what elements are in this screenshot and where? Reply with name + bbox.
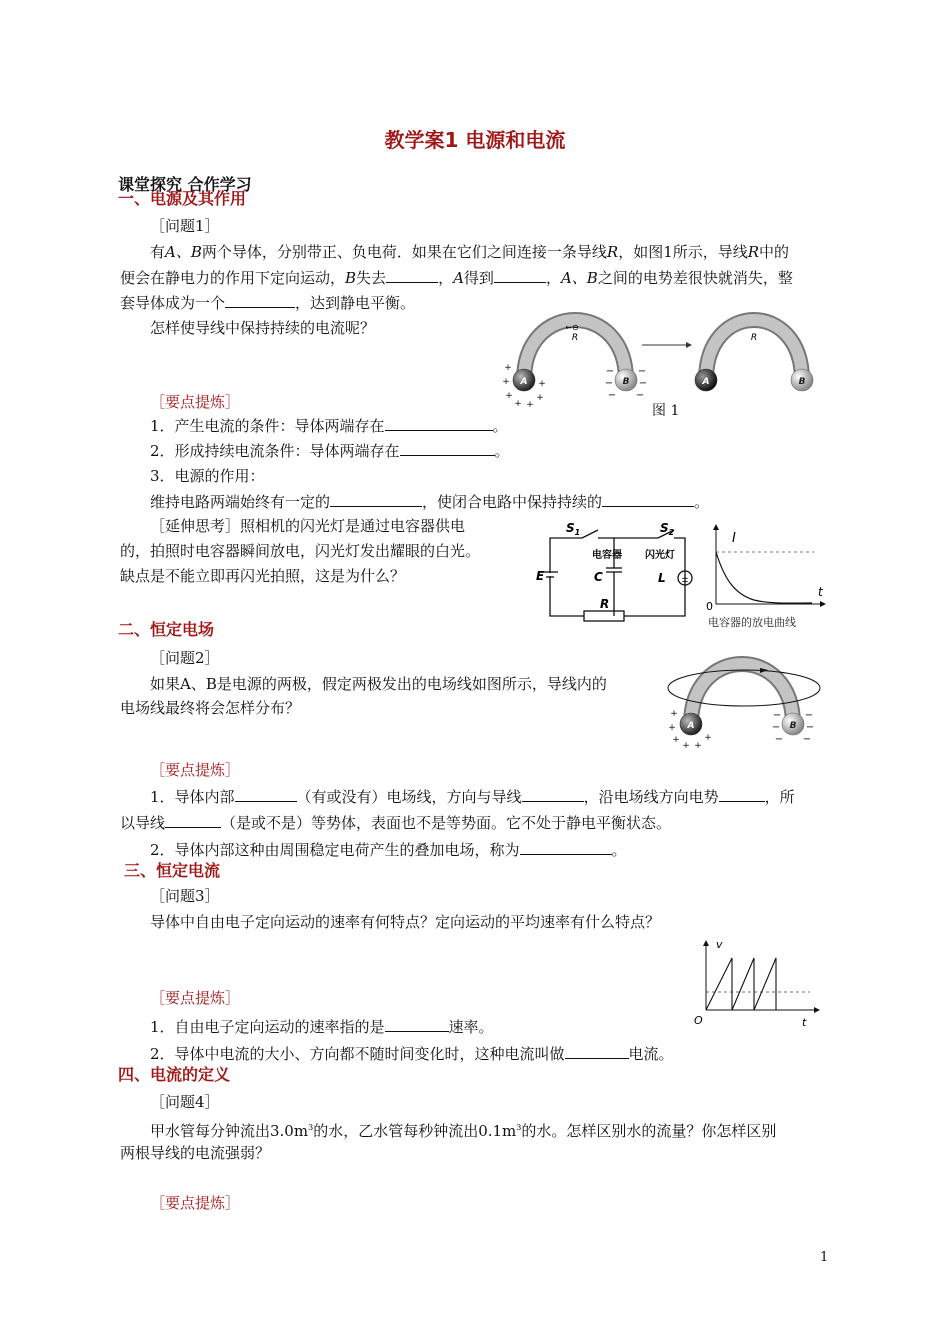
s3-key-1: 1．自由电子定向运动的速率指的是 速率。 [150, 1018, 494, 1036]
key-points-label-2: ［要点提炼］ [150, 761, 241, 779]
svg-text:A: A [687, 721, 695, 731]
extension-think-2: 的，拍照时电容器瞬间放电，闪光灯发出耀眼的白光。 [120, 542, 481, 560]
blank [400, 441, 495, 456]
figure-1-conductors [500, 312, 830, 412]
s2-key-1: 1．导体内部 （有或没有）电场线，方向与导线 ，沿电场线方向电势 ，所 [150, 788, 795, 806]
extension-think-1: ［延伸思考］照相机的闪光灯是通过电容器供电 [150, 517, 466, 535]
svg-text:C: C [594, 570, 603, 584]
figure-1-caption: 图 1 [652, 403, 680, 419]
s1-key-2: 2．形成持续电流条件：导体两端存在 。 [150, 442, 510, 460]
svg-text:←⊖: ←⊖ [565, 323, 579, 332]
section-1-heading: 一、电源及其作用 [118, 189, 247, 208]
svg-text:B: B [622, 377, 630, 387]
svg-text:±: ± [681, 575, 689, 585]
svg-text:−: − [774, 734, 784, 745]
key-points-label-4: ［要点提炼］ [150, 1194, 241, 1212]
s1-key-1: 1．产生电流的条件：导体两端存在 。 [150, 417, 508, 435]
s2-paragraph-line-1: 如果A、B是电源的两极，假定两极发出的电场线如图所示，导线内的 [150, 675, 607, 693]
svg-text:+: + [505, 391, 513, 401]
key-points-label-1: ［要点提炼］ [150, 393, 241, 411]
s1-question-text: 怎样使导线中保持持续的电流呢？ [150, 319, 376, 337]
blank [385, 416, 493, 431]
s4-paragraph-line-2: 两根导线的电流强弱？ [120, 1144, 271, 1162]
svg-text:S2: $S_2$ [660, 521, 675, 537]
section-3-heading: 三、恒定电流 [124, 861, 221, 880]
key-points-label-3: ［要点提炼］ [150, 989, 241, 1007]
svg-text:闪光灯: 闪光灯 [645, 550, 675, 561]
svg-text:−: − [805, 722, 815, 733]
blank [385, 1017, 449, 1032]
svg-text:−: − [605, 366, 615, 377]
s1-key-3: 3．电源的作用： [150, 467, 265, 485]
svg-text:+: + [704, 733, 712, 743]
s2-key-2: 以导线 （是或不是）等势体，表面也不是等势面。它不处于静电平衡状态。 [120, 814, 672, 832]
svg-text:电容器的放电曲线: 电容器的放电曲线 [708, 616, 796, 629]
blank [225, 293, 295, 308]
svg-text:R: R [571, 333, 579, 343]
blank [522, 787, 584, 802]
section-4-heading: 四、电流的定义 [118, 1065, 231, 1084]
svg-text:+: + [526, 400, 534, 410]
svg-text:S1: $S_1$ [566, 521, 581, 537]
s4-paragraph-line-1: 甲水管每分钟流出$3.0m^3$的水，乙水管每秒钟流出$0.1m^3$的水。怎样区别水的流量？你怎样区别 [150, 1122, 777, 1140]
svg-text:−: − [637, 366, 647, 377]
page-number: 1 [820, 1250, 829, 1265]
svg-text:E: E [536, 569, 545, 583]
question-4-label: ［问题4］ [150, 1093, 220, 1111]
extension-think-3: 缺点是不能立即再闪光拍照，这是为什么？ [120, 567, 406, 585]
svg-text:A: A [520, 377, 528, 387]
svg-text:+: + [694, 741, 702, 750]
discharge-curve-graph [702, 522, 832, 632]
svg-text:t: t [802, 1016, 807, 1029]
question-3-label: ［问题3］ [150, 887, 220, 905]
svg-text:+: + [670, 709, 678, 719]
svg-text:+: + [682, 741, 690, 750]
blank [520, 840, 612, 855]
svg-text:−: − [771, 722, 781, 733]
svg-text:−: − [638, 378, 648, 389]
svg-text:+: + [504, 363, 512, 373]
svg-text:+: + [536, 393, 544, 403]
s1-paragraph-line-1: 有A、B两个导体，分别带正、负电荷．如果在它们之间连接一条导线R，如图1所示，导线R中的 [150, 243, 790, 261]
blank [386, 268, 438, 283]
svg-text:−: − [804, 710, 814, 721]
blank [165, 813, 221, 828]
svg-text:+: + [668, 723, 676, 733]
section-2-heading: 二、恒定电场 [118, 620, 215, 639]
s3-question-text: 导体中自由电子定向运动的速率有何特点？定向运动的平均速率有什么特点？ [150, 913, 661, 931]
svg-text:+: + [538, 379, 546, 389]
svg-text:0: 0 [706, 600, 713, 613]
question-1-label: ［问题1］ [150, 217, 220, 235]
blank [565, 1044, 629, 1059]
svg-text:−: − [607, 390, 617, 401]
blank [602, 492, 694, 507]
svg-text:I: I [732, 531, 736, 546]
s1-key-4: 维持电路两端始终有一定的 ，使闭合电路中保持持续的 。 [150, 493, 710, 511]
svg-text:B: B [798, 377, 806, 387]
page-title: 教学案1 电源和电流 [384, 128, 566, 152]
svg-text:+: + [514, 399, 522, 409]
svg-text:B: B [789, 721, 797, 731]
s3-key-2: 2．导体中电流的大小、方向都不随时间变化时，这种电流叫做 电流。 [150, 1045, 674, 1063]
electric-field-figure [664, 652, 834, 750]
svg-text:L: L [658, 571, 666, 585]
svg-text:R: R [600, 597, 610, 611]
svg-text:−: − [635, 390, 645, 401]
s2-key-3: 2．导体内部这种由周围稳定电荷产生的叠加电场，称为 。 [150, 841, 627, 859]
svg-text:−: − [772, 710, 782, 721]
svg-text:+: + [672, 735, 680, 745]
svg-text:−: − [604, 378, 614, 389]
svg-text:−: − [802, 734, 812, 745]
svg-text:电容器: 电容器 [592, 550, 622, 561]
svg-text:v: v [716, 938, 723, 951]
flash-circuit-diagram [530, 518, 702, 630]
question-2-label: ［问题2］ [150, 649, 220, 667]
svg-text:R: R [750, 333, 758, 343]
blank [330, 492, 422, 507]
velocity-time-graph [690, 938, 826, 1030]
blank [235, 787, 297, 802]
s1-paragraph-line-2: 便会在静电力的作用下定向运动，B失去 ，A得到 ，A、B之间的电势差很快就消失，整 [120, 269, 793, 287]
subtitle: 课堂探究 合作学习 [118, 175, 252, 194]
svg-text:t: t [818, 585, 823, 599]
blank [719, 787, 765, 802]
svg-text:O: O [694, 1014, 703, 1027]
s1-paragraph-line-3: 套导体成为一个 ，达到静电平衡。 [120, 294, 416, 312]
blank [494, 268, 546, 283]
s2-paragraph-line-2: 电场线最终将会怎样分布？ [120, 699, 301, 717]
svg-text:+: + [502, 377, 510, 387]
svg-text:A: A [702, 377, 710, 387]
